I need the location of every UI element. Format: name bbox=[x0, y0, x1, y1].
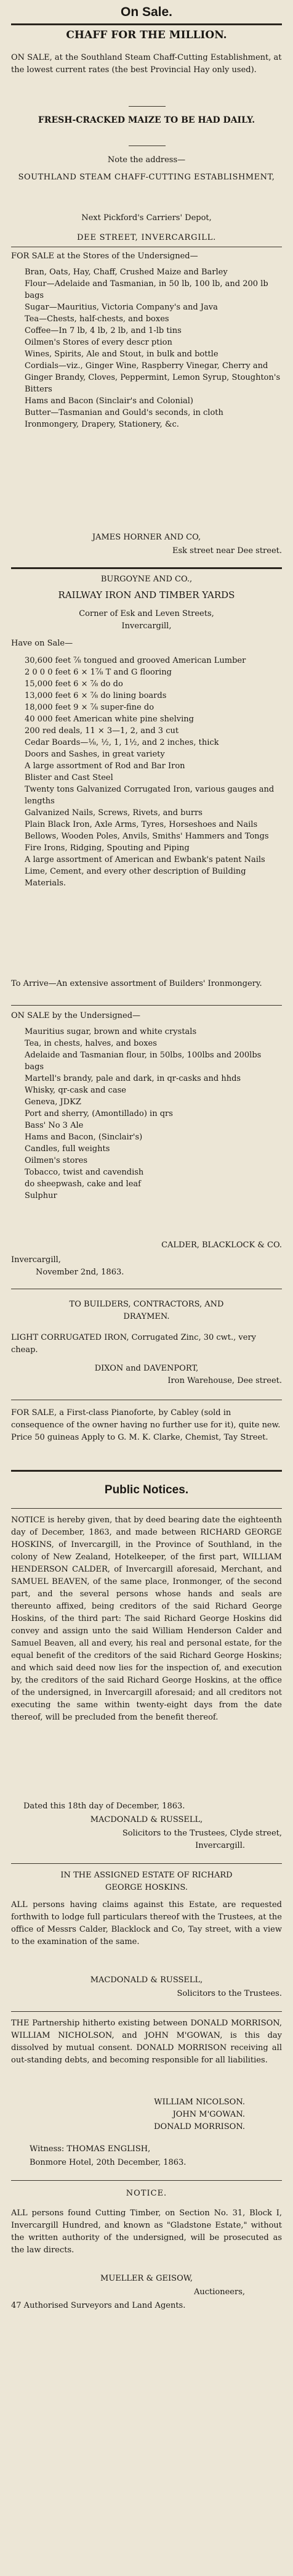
partnership-signer-3: DONALD MORRISON. bbox=[154, 2122, 245, 2131]
list-item: A large assortment of American and Ewbank's patent Nails bbox=[25, 855, 265, 864]
horner-address: Esk street near Dee street. bbox=[172, 546, 282, 556]
notice-signer-role: Auctioneers, bbox=[193, 2287, 245, 2297]
notice-signer: MUELLER & GEISOW, bbox=[100, 2274, 193, 2283]
list-item: 200 red deals, 11 × 3—1, 2, and 3 cut bbox=[25, 726, 179, 736]
horner-signer: JAMES HORNER AND CO, bbox=[92, 533, 201, 542]
notice-heading: NOTICE. bbox=[126, 2189, 167, 2198]
dixon-heading-2: DRAYMEN. bbox=[123, 1312, 170, 1321]
horner-intro: FOR SALE at the Stores of the Undersigned— bbox=[11, 252, 198, 261]
dixon-body: LIGHT CORRUGATED IRON, Corrugated Zinc, 30 cwt., very cheap. bbox=[11, 1333, 257, 1355]
list-item: Sulphur bbox=[25, 1191, 57, 1200]
list-item: 40 000 feet American white pine shelving bbox=[25, 715, 194, 724]
divider bbox=[11, 1863, 282, 1864]
list-item: Tobacco, twist and cavendish bbox=[25, 1168, 144, 1177]
list-item: Bran, Oats, Hay, Chaff, Crushed Maize and Barley bbox=[25, 268, 228, 277]
partnership-signer-1: WILLIAM NICOLSON. bbox=[154, 2098, 245, 2107]
list-item: Lime, Cement, and every other description of Building Materials. bbox=[25, 867, 246, 888]
calder-signer: CALDER, BLACKLOCK & CO. bbox=[161, 1241, 282, 1250]
calder-items bbox=[11, 1026, 282, 1202]
chaff-body: ON SALE, at the Southland Steam Chaff-Cutting Establishment, at the lowest current rates (the best Provincial Hay only used). bbox=[11, 53, 282, 75]
list-item: Cordials—viz., Ginger Wine, Raspberry Vinegar, Cherry and Ginger Brandy, Cloves, Peppermint, Lemon Syrup, Stoughton's Bitters bbox=[25, 361, 281, 394]
list-item: Geneva, JDKZ bbox=[25, 1097, 81, 1107]
dixon-signer: DIXON and DAVENPORT, bbox=[94, 1364, 199, 1373]
address-line-2: Next Pickford's Carriers' Depot, bbox=[81, 213, 212, 223]
list-item: Cedar Boards—⅛, ½, 1, 1½, and 2 inches, thick bbox=[25, 738, 219, 747]
list-item: Sugar—Mauritius, Victoria Company's and Java bbox=[25, 303, 218, 312]
divider bbox=[11, 1005, 282, 1006]
list-item: Galvanized Nails, Screws, Rivets, and burrs bbox=[25, 808, 203, 818]
hoskins-date: Dated this 18th day of December, 1863. bbox=[23, 1802, 185, 1811]
burgoyne-headline: RAILWAY IRON AND TIMBER YARDS bbox=[58, 589, 235, 601]
list-item: Fire Irons, Ridging, Spouting and Piping bbox=[25, 843, 190, 853]
address-line-3: DEE STREET, INVERCARGILL. bbox=[76, 233, 217, 242]
calder-town: Invercargill, bbox=[11, 1255, 61, 1265]
divider bbox=[11, 2011, 282, 2012]
calder-intro: ON SALE by the Undersigned— bbox=[11, 1011, 141, 1020]
chaff-headline: CHAFF FOR THE MILLION. bbox=[66, 29, 227, 41]
list-item: do sheepwash, cake and leaf bbox=[25, 1179, 141, 1189]
horner-items bbox=[11, 266, 282, 430]
list-item: Blister and Cast Steel bbox=[25, 773, 113, 782]
divider bbox=[11, 23, 282, 25]
list-item: A large assortment of Rod and Bar Iron bbox=[25, 761, 185, 771]
list-item: Oilmen's Stores of every descr ption bbox=[25, 338, 172, 347]
assigned-signer-role: Solicitors to the Trustees. bbox=[177, 1989, 282, 1998]
divider bbox=[129, 106, 166, 107]
section-title: On Sale. bbox=[120, 5, 173, 19]
assigned-heading-1: IN THE ASSIGNED ESTATE OF RICHARD bbox=[60, 1871, 233, 1880]
divider bbox=[11, 1508, 282, 1509]
assigned-signer: MACDONALD & RUSSELL, bbox=[90, 1975, 203, 1985]
burgoyne-intro: Have on Sale— bbox=[11, 639, 73, 648]
list-item: 2 0 0 0 feet 6 × 1⅞ T and G flooring bbox=[25, 668, 172, 677]
list-item: Tea, in chests, halves, and boxes bbox=[25, 1039, 157, 1048]
hoskins-signer: MACDONALD & RUSSELL, bbox=[90, 1815, 203, 1824]
divider bbox=[11, 567, 282, 569]
piano-body: FOR SALE, a First-class Pianoforte, by Cabley (sold in consequence of the owner having no further use for it), quite new. Price 50 guineas Apply to G. M. K. Clarke, Chemist, Tay Street. bbox=[11, 1408, 281, 1442]
notice-footer: 47 Authorised Surveyors and Land Agents. bbox=[11, 2301, 186, 2310]
maize-notice: FRESH-CRACKED MAIZE TO BE HAD DAILY. bbox=[38, 115, 255, 125]
address-note: Note the address— bbox=[107, 155, 186, 165]
list-item: 30,600 feet ⅞ tongued and grooved American Lumber bbox=[25, 656, 246, 665]
divider bbox=[11, 1470, 282, 1472]
list-item: Bellows, Wooden Poles, Anvils, Smiths' Hammers and Tongs bbox=[25, 832, 269, 841]
assigned-heading-2: GEORGE HOSKINS. bbox=[105, 1883, 188, 1892]
list-item: 13,000 feet 6 × ⅞ do lining boards bbox=[25, 691, 167, 700]
hoskins-notice-body: NOTICE is hereby given, that by deed bearing date the eighteenth day of December, 1863, and made between RICHARD GEORGE HOSKINS, of Invercargill, in the Province of Southland, in the colony of New Zealand, Hotelkeeper, of the first part, WILLIAM HENDERSON CALDER, of Invercargill aforesaid, Merchant, and SAMUEL BEAVEN, of the same place, Ironmonger, of the second part, and the several persons whose hands and seals are thereunto affixed, being creditors of the said Richard George Hoskins, of the third part: The said Richard George Hoskins did convey and assign unto the said William Henderson Calder and Samuel Beaven, all and every, his real and personal estate, for the equal benefit of the creditors of the said Richard George Hoskins; and which said deed now lies for the inspection of, and execution by, the creditors of the said Richard George Hoskins, at the office of the undersigned, in Invercargill aforesaid; and all creditors not executing the same within twenty-eight days from the date thereof, will be precluded from the benefit thereof. bbox=[11, 1516, 282, 1722]
list-item: Adelaide and Tasmanian flour, in 50lbs, 100lbs and 200lbs bags bbox=[25, 1051, 262, 1072]
list-item: Twenty tons Galvanized Corrugated Iron, various gauges and lengths bbox=[25, 785, 275, 806]
list-item: Tea—Chests, half-chests, and boxes bbox=[25, 314, 169, 324]
list-item: 18,000 feet 9 × ⅞ super-fine do bbox=[25, 703, 155, 712]
notices-heading: Public Notices. bbox=[104, 1483, 189, 1496]
hoskins-signer-role: Solicitors to the Trustees, Clyde street, bbox=[122, 1829, 282, 1838]
list-item: Mauritius sugar, brown and white crystals bbox=[25, 1027, 197, 1036]
list-item: Port and sherry, (Amontillado) in qrs bbox=[25, 1109, 173, 1118]
list-item: Hams and Bacon, (Sinclair's) bbox=[25, 1133, 143, 1142]
list-item: Doors and Sashes, in great variety bbox=[25, 750, 165, 759]
burgoyne-firm: BURGOYNE AND CO., bbox=[100, 575, 193, 584]
burgoyne-town: Invercargill, bbox=[121, 621, 172, 631]
list-item: Hams and Bacon (Sinclair's and Colonial) bbox=[25, 396, 194, 406]
burgoyne-address: Corner of Esk and Leven Streets, bbox=[79, 609, 214, 618]
assigned-body: ALL persons having claims against this Estate, are requested forthwith to lodge full particulars thereof with the Trustees, at the office of Messrs Calder, Blacklock and Co, Tay street, with a view to the examination of the same. bbox=[11, 1900, 282, 1946]
list-item: Butter—Tasmanian and Gould's seconds, in cloth bbox=[25, 408, 223, 417]
list-item: Oilmen's stores bbox=[25, 1156, 88, 1165]
hoskins-signer-town: Invercargill. bbox=[195, 1841, 245, 1850]
list-item: 15,000 feet 6 × ⅞ do do bbox=[25, 679, 123, 689]
list-item: Coffee—In 7 lb, 4 lb, 2 lb, and 1-lb tins bbox=[25, 326, 182, 335]
list-item: Wines, Spirits, Ale and Stout, in bulk and bottle bbox=[25, 350, 219, 359]
partnership-witness: Witness: THOMAS ENGLISH, bbox=[30, 2144, 151, 2154]
dixon-address: Iron Warehouse, Dee street. bbox=[167, 1376, 282, 1385]
partnership-body: THE Partnership hitherto existing between DONALD MORRISON, WILLIAM NICHOLSON, and JOHN M'GOWAN, is this day dissolved by mutual consent. DONALD MORRISON receiving all out-standing debts, and becoming responsible for all liabilities. bbox=[11, 2019, 282, 2065]
burgoyne-items bbox=[11, 655, 282, 889]
list-item: Bass' No 3 Ale bbox=[25, 1121, 84, 1130]
list-item: Martell's brandy, pale and dark, in qr-casks and hhds bbox=[25, 1074, 241, 1083]
list-item: Flour—Adelaide and Tasmanian, in 50 lb, 100 lb, and 200 lb bags bbox=[25, 279, 268, 300]
list-item: Candles, full weights bbox=[25, 1144, 110, 1154]
list-item: Whisky, qr-cask and case bbox=[25, 1086, 126, 1095]
list-item: Plain Black Iron, Axle Arms, Tyres, Horseshoes and Nails bbox=[25, 820, 258, 829]
list-item: Ironmongery, Drapery, Stationery, &c. bbox=[25, 420, 179, 429]
partnership-witness-date: Bonmore Hotel, 20th December, 1863. bbox=[30, 2158, 187, 2167]
divider bbox=[11, 2180, 282, 2181]
partnership-signer-2: JOHN M'GOWAN. bbox=[172, 2110, 245, 2119]
calder-date: November 2nd, 1863. bbox=[36, 1268, 124, 1277]
burgoyne-footer: To Arrive—An extensive assortment of Builders' Ironmongery. bbox=[11, 979, 262, 988]
dixon-heading-1: TO BUILDERS, CONTRACTORS, AND bbox=[69, 1300, 224, 1309]
notice-body: ALL persons found Cutting Timber, on Section No. 31, Block I, Invercargill Hundred, and known as "Gladstone Estate," without the written authority of the undersigned, will be prosecuted as the law directs. bbox=[11, 2209, 282, 2255]
address-line-1: SOUTHLAND STEAM CHAFF-CUTTING ESTABLISHMENT, bbox=[18, 173, 275, 182]
